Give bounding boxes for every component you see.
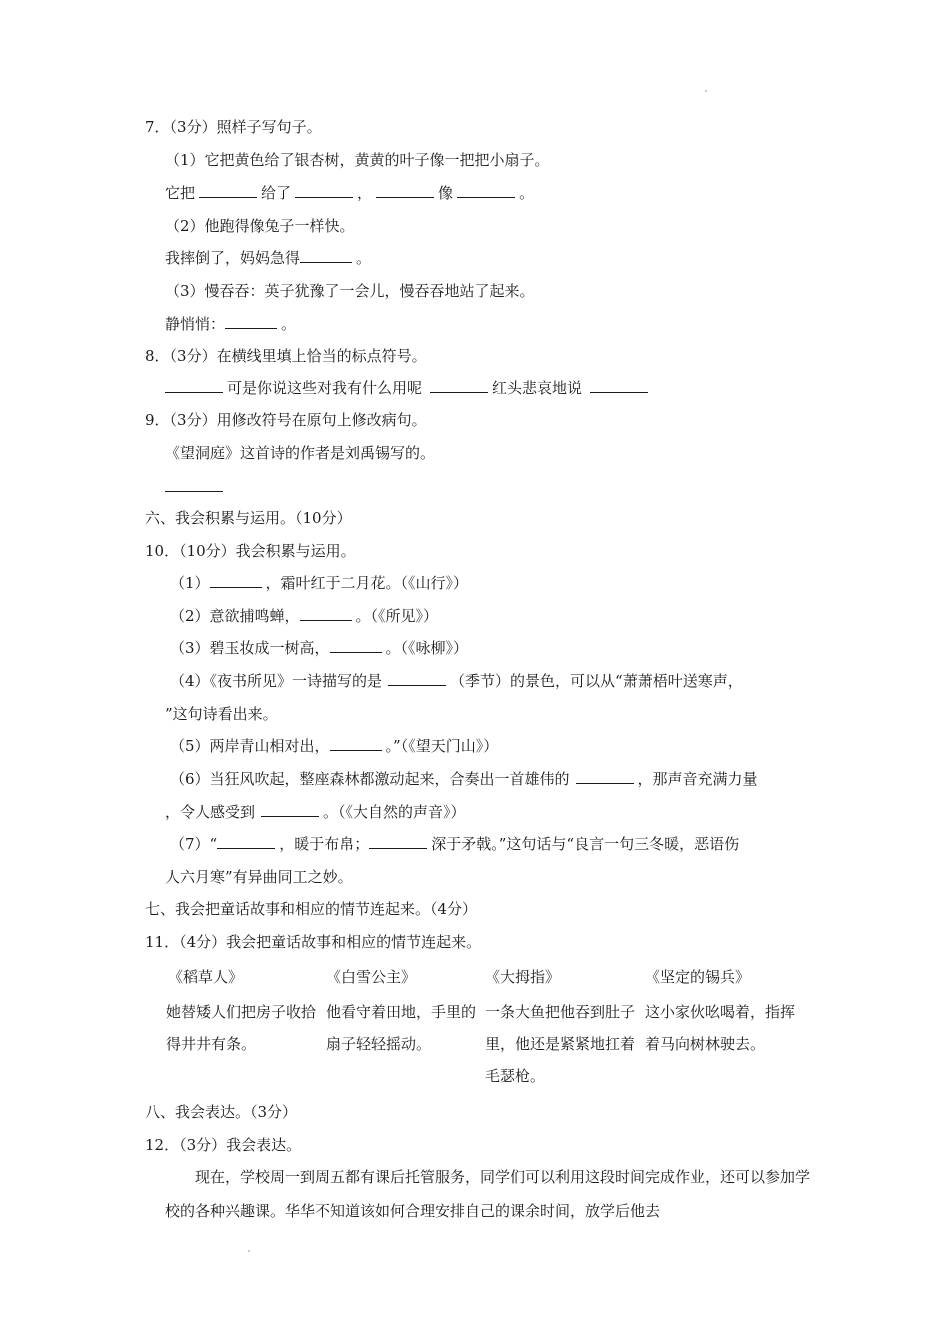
section7-title: 七、我会把童话故事和相应的情节连起来。（4分）: [145, 900, 478, 918]
q10-item-7: （7）“ ，暖于布帛； 深于矛戟。”这句话与“良言一句三冬暖，恶语伤: [170, 835, 740, 853]
plot-2[interactable]: 他看守着田地，手里的扇子轻轻摇动。: [326, 1003, 477, 1053]
q10-title: 10．（10分）我会积累与运用。: [145, 542, 356, 560]
section6-title: 六、我会积累与运用。（10分）: [145, 509, 352, 527]
blank[interactable]: [376, 183, 434, 198]
q8-title: 8．（3分）在横线里填上恰当的标点符号。: [145, 347, 427, 365]
blank[interactable]: [165, 378, 223, 393]
q7-example-3: （3）慢吞吞：英子犹豫了一会儿，慢吞吞地站了起来。: [165, 282, 535, 300]
blank[interactable]: [217, 834, 275, 849]
blank[interactable]: [210, 573, 262, 588]
blank[interactable]: [300, 248, 352, 263]
story-2[interactable]: 《白雪公主》: [326, 968, 417, 986]
blank[interactable]: [576, 769, 634, 784]
q12-title: 12．（3分）我会表达。: [145, 1136, 302, 1154]
q7-fill-2: 我摔倒了，妈妈急得 。: [165, 249, 372, 267]
blank[interactable]: [430, 378, 488, 393]
q10-item-5: （5）两岸青山相对出， 。”（《望天门山》）: [170, 737, 499, 755]
q7-example-2: （2）他跑得像兔子一样快。: [165, 217, 355, 235]
q7-example-1: （1）它把黄色给了银杏树，黄黄的叶子像一把把小扇子。: [165, 151, 550, 169]
blank[interactable]: [330, 736, 382, 751]
q10-item-6: （6）当狂风吹起，整座森林都激动起来，合奏出一首雄伟的 ，那声音充满力量: [170, 770, 758, 788]
blank[interactable]: [457, 183, 515, 198]
plot-1[interactable]: 她替矮人们把房子收拾得井井有条。: [166, 1003, 317, 1053]
blank[interactable]: [261, 802, 319, 817]
q10-item-6-cont: ，令人感受到 。（《大自然的声音》）: [165, 803, 466, 821]
q10-item-2: （2）意欲捕鸣蝉， 。（《所见》）: [170, 607, 439, 625]
q8-fill: 可是你说这些对我有什么用呢 红头悲哀地说: [165, 378, 652, 398]
plot-3[interactable]: 一条大鱼把他吞到肚子里，他还是紧紧地扛着毛瑟枪。: [485, 1003, 636, 1085]
story-3[interactable]: 《大拇指》: [485, 968, 561, 986]
q7-fill-1: 它把 给了 ， 像 。: [165, 184, 535, 202]
q12-paragraph: 现在，学校周一到周五都有课后托管服务，同学们可以利用这段时间完成作业，还可以参加学校的各种兴趣课。华华不知道该如何合理安排自己的课余时间，放学后他去: [165, 1168, 811, 1220]
blank[interactable]: [295, 183, 353, 198]
section8-title: 八、我会表达。（3分）: [145, 1103, 298, 1121]
story-1[interactable]: 《稻草人》: [168, 968, 244, 986]
q9-sentence: 《望洞庭》这首诗的作者是刘禹锡写的。: [165, 444, 436, 462]
q10-item-4-cont: ”这句诗看出来。: [165, 705, 278, 723]
blank[interactable]: [225, 314, 277, 329]
scan-speck: [248, 1250, 250, 1252]
q7-fill-3: 静悄悄： 。: [165, 315, 297, 333]
q10-item-7-cont: 人六月寒”有异曲同工之妙。: [165, 868, 353, 886]
blank[interactable]: [300, 606, 352, 621]
q10-item-1: （1） ，霜叶红于二月花。（《山行》）: [170, 574, 469, 592]
q9-title: 9．（3分）用修改符号在原句上修改病句。: [145, 411, 427, 429]
q10-item-4: （4）《夜书所见》一诗描写的是 （季节）的景色，可以从“萧萧梧叶送寒声，: [170, 672, 743, 690]
blank[interactable]: [330, 638, 382, 653]
scan-speck: [705, 90, 707, 92]
blank[interactable]: [590, 378, 648, 393]
q7-title: 7．（3分）照样子写句子。: [145, 118, 322, 136]
blank[interactable]: [369, 834, 427, 849]
blank[interactable]: [199, 183, 257, 198]
q11-title: 11．（4分）我会把童话故事和相应的情节连起来。: [145, 933, 482, 951]
q10-item-3: （3）碧玉妆成一树高， 。（《咏柳》）: [170, 639, 469, 657]
blank[interactable]: [388, 671, 446, 686]
q9-answer-blank[interactable]: [165, 490, 223, 492]
story-4[interactable]: 《坚定的锡兵》: [645, 968, 751, 986]
plot-4[interactable]: 这小家伙吆喝着，指挥着马向树林驶去。: [645, 1003, 796, 1053]
